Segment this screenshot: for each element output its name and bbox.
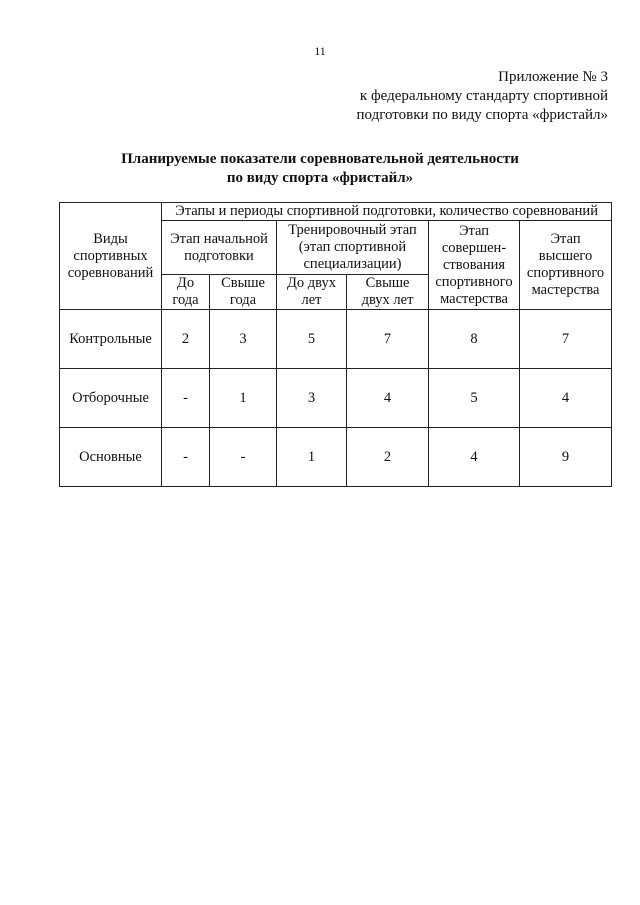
header-text: До двух xyxy=(287,275,336,291)
title-line-2: по виду спорта «фристайл» xyxy=(226,170,414,186)
table-cell: 7 xyxy=(347,310,429,369)
header-text: Виды xyxy=(93,230,128,247)
appendix-line-2: к федеральному стандарту спортивной xyxy=(359,88,608,104)
stage-highest-header xyxy=(520,221,612,310)
table-cell: 3 xyxy=(277,369,347,428)
row-label: Отборочные xyxy=(60,369,162,428)
header-text: Этап начальной xyxy=(170,230,268,247)
header-text: совершен- xyxy=(441,239,507,256)
table-row xyxy=(60,369,612,428)
header-text: мастерства xyxy=(440,290,508,307)
table-cell: 4 xyxy=(520,369,612,428)
competition-indicators-table xyxy=(59,202,612,487)
header-text: До xyxy=(176,275,195,291)
header-text: специализации) xyxy=(303,256,402,272)
period-initial-up-to-year xyxy=(162,275,210,310)
period-initial-over-year xyxy=(210,275,277,310)
page-number: 11 xyxy=(314,44,326,58)
header-text: года xyxy=(172,292,199,308)
header-text: Свыше xyxy=(221,275,265,291)
header-text: высшего xyxy=(538,248,593,264)
header-text: мастерства xyxy=(531,282,600,298)
header-text: ствования xyxy=(442,256,506,273)
header-text: спортивного xyxy=(435,273,513,290)
table-cell: 7 xyxy=(520,310,612,369)
appendix-note xyxy=(356,68,608,125)
stage-training-header xyxy=(277,221,429,275)
period-training-up-to-two-years xyxy=(277,275,347,310)
stage-improvement-header xyxy=(429,221,520,310)
competition-types-header xyxy=(60,203,162,310)
table-row xyxy=(60,310,612,369)
header-text: спортивного xyxy=(526,265,605,281)
table-cell: 1 xyxy=(277,428,347,487)
table-cell: 1 xyxy=(210,369,277,428)
table-cell: 9 xyxy=(520,428,612,487)
stages-group-header: Этапы и периоды спортивной подготовки, количество соревнований xyxy=(162,203,612,221)
title-line-1: Планируемые показатели соревновательной деятельности xyxy=(121,151,519,167)
header-text: лет xyxy=(301,292,322,308)
header-text: Этап xyxy=(458,222,490,239)
table-cell: 5 xyxy=(277,310,347,369)
table-cell: 8 xyxy=(429,310,520,369)
row-label: Контрольные xyxy=(60,310,162,369)
header-text: двух лет xyxy=(361,292,414,308)
row-label: Основные xyxy=(60,428,162,487)
period-training-over-two-years xyxy=(347,275,429,310)
table-cell: - xyxy=(162,369,210,428)
table-row xyxy=(60,428,612,487)
header-text: соревнований xyxy=(67,264,154,281)
table-cell: 4 xyxy=(347,369,429,428)
appendix-line-1: Приложение № 3 xyxy=(498,69,608,85)
header-text: Тренировочный этап xyxy=(288,222,417,238)
table-cell: - xyxy=(210,428,277,487)
table-cell: - xyxy=(162,428,210,487)
appendix-line-3: подготовки по виду спорта «фристайл» xyxy=(356,107,608,123)
header-text: Свыше xyxy=(365,275,410,291)
header-text: подготовки xyxy=(184,247,254,264)
header-text: года xyxy=(229,292,257,308)
header-text: спортивных xyxy=(73,247,148,264)
table-cell: 4 xyxy=(429,428,520,487)
document-title xyxy=(0,150,640,188)
header-text: Этап xyxy=(550,231,581,247)
table-cell: 3 xyxy=(210,310,277,369)
header-text: (этап спортивной xyxy=(298,239,407,255)
table-cell: 2 xyxy=(347,428,429,487)
table-cell: 5 xyxy=(429,369,520,428)
table-cell: 2 xyxy=(162,310,210,369)
stage-initial-header xyxy=(162,221,277,275)
